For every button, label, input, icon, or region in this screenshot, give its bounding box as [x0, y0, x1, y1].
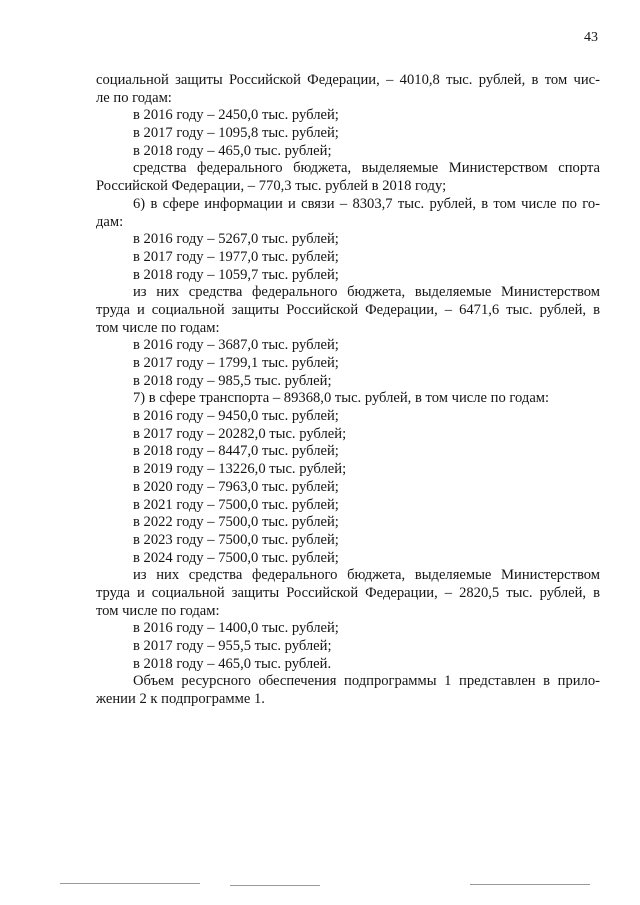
- page-number: 43: [584, 30, 598, 45]
- text-line: в 2017 году – 1977,0 тыс. рублей;: [133, 248, 339, 265]
- text-line: в 2019 году – 13226,0 тыс. рублей;: [133, 461, 347, 478]
- text-line: социальной защиты Российской Федерации, – 4010,8 тыс. рублей, в том чис-: [96, 72, 600, 88]
- text-line: в 2017 году – 1095,8 тыс. рублей;: [133, 125, 339, 142]
- text-line: в 2016 году – 9450,0 тыс. рублей;: [133, 408, 339, 425]
- text-line: в 2017 году – 20282,0 тыс. рублей;: [133, 425, 347, 442]
- text-line: 6) в сфере информации и связи – 8303,7 тыс. рублей, в том числе по го-: [133, 195, 600, 212]
- text-line: из них средства федерального бюджета, выделяемые Министерством: [133, 567, 600, 584]
- text-line: труда и социальной защиты Российской Федерации, – 2820,5 тыс. рублей, в: [96, 584, 600, 601]
- text-line: в 2016 году – 3687,0 тыс. рублей;: [133, 337, 339, 354]
- text-line: в 2022 году – 7500,0 тыс. рублей;: [133, 514, 339, 531]
- text-line: в 2018 году – 8447,0 тыс. рублей;: [133, 443, 339, 460]
- text-line: в 2018 году – 465,0 тыс. рублей;: [133, 142, 332, 159]
- text-line: средства федерального бюджета, выделяемые Министерством спорта: [133, 160, 600, 177]
- text-line: в 2018 году – 465,0 тыс. рублей.: [133, 655, 332, 672]
- text-line: Российской Федерации, – 770,3 тыс. рублей в 2018 году;: [96, 178, 447, 195]
- text-line: в 2024 году – 7500,0 тыс. рублей;: [133, 549, 339, 566]
- text-line: Объем ресурсного обеспечения подпрограммы 1 представлен в прило-: [133, 673, 600, 690]
- text-line: в 2023 году – 7500,0 тыс. рублей;: [133, 531, 339, 548]
- scan-artifact: [60, 883, 200, 884]
- text-line: в 2017 году – 1799,1 тыс. рублей;: [133, 355, 339, 371]
- text-line: дам:: [96, 213, 124, 230]
- text-line: из них средства федерального бюджета, выделяемые Министерством: [133, 284, 600, 301]
- text-line: труда и социальной защиты Российской Федерации, – 6471,6 тыс. рублей, в: [96, 301, 600, 318]
- text-line: 7) в сфере транспорта – 89368,0 тыс. рублей, в том числе по годам:: [133, 390, 550, 407]
- text-line: том числе по годам:: [96, 319, 220, 336]
- scan-artifact: [470, 884, 590, 885]
- text-line: в 2018 году – 1059,7 тыс. рублей;: [133, 266, 339, 283]
- scan-artifact: [230, 885, 320, 886]
- text-line: в 2017 году – 955,5 тыс. рублей;: [133, 638, 332, 654]
- text-line: том числе по годам:: [96, 602, 220, 619]
- text-line: в 2018 году – 985,5 тыс. рублей;: [133, 372, 332, 389]
- text-line: в 2021 году – 7500,0 тыс. рублей;: [133, 496, 339, 513]
- text-line: в 2016 году – 2450,0 тыс. рублей;: [133, 107, 339, 124]
- text-line: ле по годам:: [96, 89, 172, 106]
- body-text: [96, 72, 600, 709]
- text-line: в 2016 году – 5267,0 тыс. рублей;: [133, 231, 339, 248]
- text-line: в 2020 году – 7963,0 тыс. рублей;: [133, 478, 339, 495]
- text-line: жении 2 к подпрограмме 1.: [96, 691, 265, 708]
- text-line: в 2016 году – 1400,0 тыс. рублей;: [133, 620, 339, 637]
